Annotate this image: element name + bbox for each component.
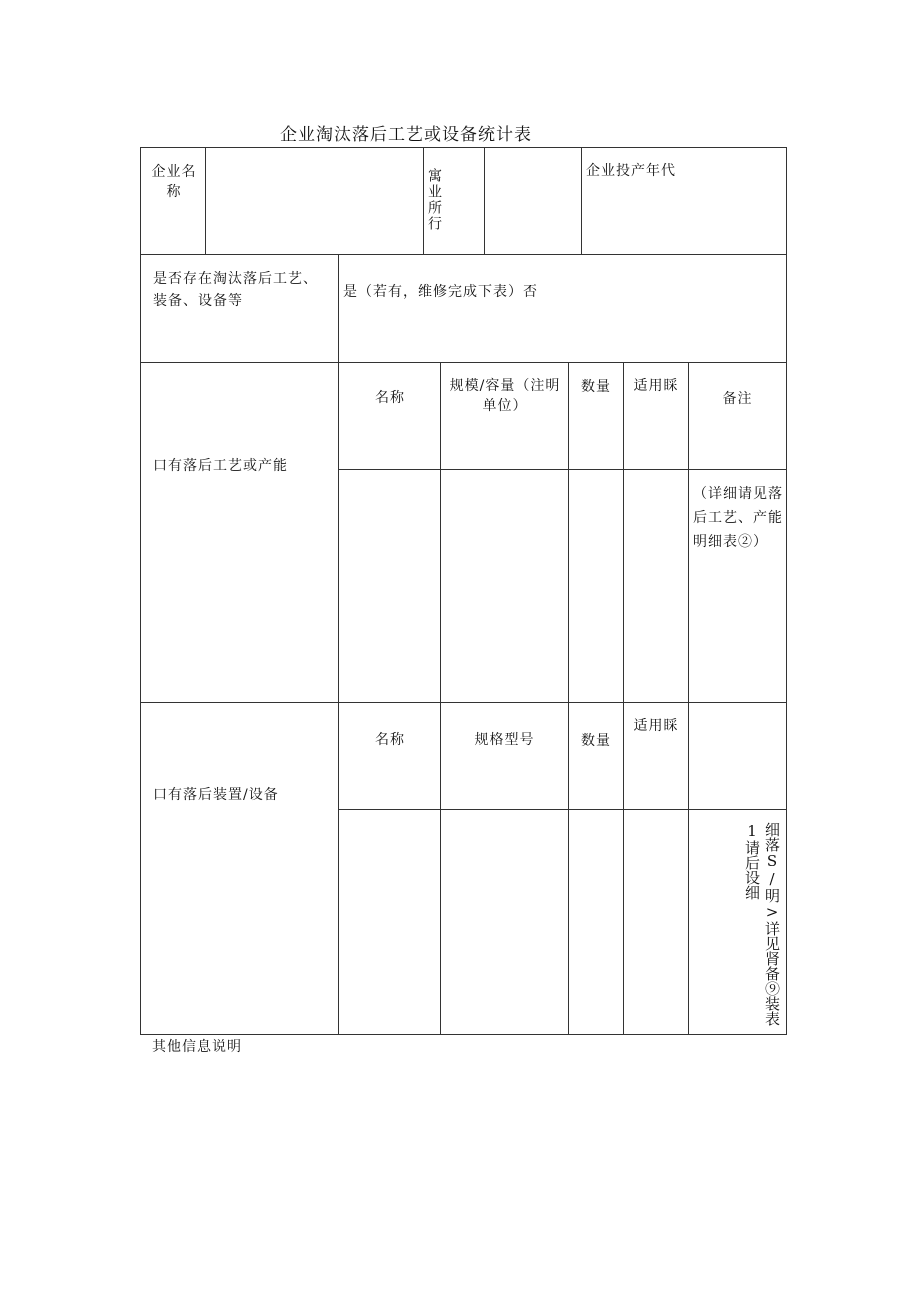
header-col-divider-4 — [581, 147, 582, 255]
process-header-divider — [338, 469, 787, 470]
equipment-col-applicable: 适用睬 — [633, 718, 679, 734]
process-section-label[interactable]: 口有落后工艺或产能 — [153, 458, 288, 474]
header-col-divider-1 — [205, 147, 206, 255]
table-border-left — [140, 147, 141, 1035]
equipment-remark-right: 细落S/明>详见肾备⑨装表 — [763, 822, 781, 1026]
form-title: 企业淘汰落后工艺或设备统计表 — [280, 125, 532, 145]
label-col-divider — [338, 254, 339, 1035]
table-border-right — [786, 147, 787, 1035]
row-divider-1 — [140, 254, 787, 255]
equipment-remark-left: 1请后设细 — [743, 822, 761, 900]
row-divider-3 — [140, 702, 787, 703]
production-year-label: 企业投产年代 — [586, 163, 676, 179]
equipment-col-quantity: 数量 — [581, 733, 611, 749]
table-border-top — [140, 147, 787, 148]
equipment-section-label[interactable]: 口有落后装置/设备 — [153, 787, 279, 803]
existence-answer[interactable]: 是（若有，维修完成下表）否 — [343, 284, 538, 300]
industry-value[interactable] — [488, 162, 576, 182]
company-name-value[interactable] — [210, 162, 418, 182]
process-col-remark: 备注 — [722, 391, 753, 407]
other-info-label: 其他信息说明 — [152, 1039, 242, 1055]
existence-question: 是否存在淘汰落后工艺、装备、设备等 — [153, 271, 318, 309]
detail-col-divider-2 — [568, 362, 569, 1035]
production-year-value[interactable] — [586, 200, 782, 220]
detail-col-divider-3 — [623, 362, 624, 1035]
row-divider-2 — [140, 362, 787, 363]
industry-label: 寓业所行 — [426, 168, 442, 232]
equipment-col-name: 名称 — [375, 732, 405, 748]
equipment-header-divider — [338, 809, 787, 810]
process-col-quantity: 数量 — [581, 379, 611, 395]
detail-col-divider-4 — [688, 362, 689, 1035]
company-name-label: 企业名称 — [151, 164, 197, 200]
process-col-name: 名称 — [375, 390, 405, 406]
detail-col-divider-1 — [440, 362, 441, 1035]
process-col-applicable: 适用睬 — [633, 378, 679, 394]
equipment-col-spec: 规格型号 — [474, 732, 535, 748]
process-remark-text: （详细请见落后工艺、产能明细表②） — [693, 486, 783, 550]
table-border-bottom — [140, 1034, 787, 1035]
header-col-divider-3 — [484, 147, 485, 255]
process-col-scale: 规模/容量（注明单位） — [449, 378, 561, 414]
